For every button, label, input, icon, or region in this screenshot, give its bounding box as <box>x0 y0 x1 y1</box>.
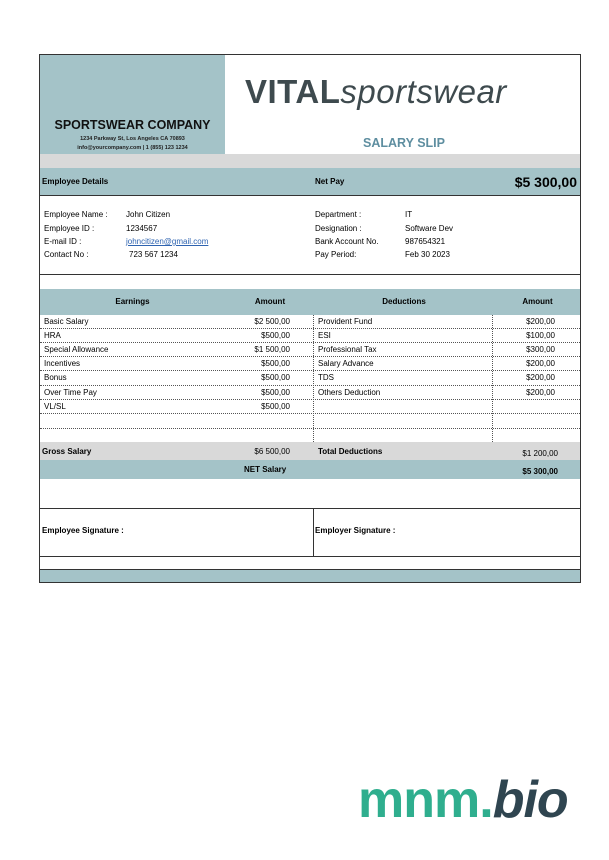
earnings-item-amount: $500,00 <box>261 331 290 340</box>
net-pay-amount: $5 300,00 <box>514 174 577 190</box>
brand-logo-light: sportswear <box>340 73 507 110</box>
row-divider <box>40 385 580 386</box>
deduction-item-amount: $200,00 <box>526 359 555 368</box>
net-pay-label: Net Pay <box>315 177 345 186</box>
email-label: E-mail ID : <box>44 237 82 246</box>
deductions-amount-header: Amount <box>522 297 553 306</box>
row-divider <box>40 356 580 357</box>
deduction-item-amount: $300,00 <box>526 345 555 354</box>
column-divider <box>313 315 314 442</box>
earnings-amount-header: Amount <box>254 297 286 306</box>
salary-slip-sheet <box>39 54 581 583</box>
row-divider <box>40 413 580 414</box>
divider <box>40 508 580 509</box>
earnings-item-amount: $500,00 <box>261 402 290 411</box>
deduction-item-label: Others Deduction <box>318 388 381 397</box>
signature-column-divider <box>313 508 314 556</box>
earnings-item-label: Special Allowance <box>44 345 109 354</box>
deduction-item-amount: $100,00 <box>526 331 555 340</box>
company-contact: info@yourcompany.com | 1 (855) 123 1234 <box>77 145 188 151</box>
pay-period-label: Pay Period: <box>315 250 357 259</box>
footer-band <box>40 569 580 582</box>
designation-value: Software Dev <box>405 224 454 233</box>
earnings-item-label: Basic Salary <box>44 317 89 326</box>
department-value: IT <box>405 210 413 219</box>
department-label: Department : <box>315 210 362 219</box>
deduction-item-amount: $200,00 <box>526 388 555 397</box>
row-divider <box>40 370 580 371</box>
gross-salary-amount: $6 500,00 <box>254 447 290 456</box>
earnings-item-amount: $2 500,00 <box>254 317 290 326</box>
employee-signature-label: Employee Signature : <box>42 526 124 535</box>
earnings-item-amount: $500,00 <box>261 373 290 382</box>
deduction-item-amount: $200,00 <box>526 317 555 326</box>
deduction-item-label: ESI <box>318 331 331 340</box>
net-salary-amount: $5 300,00 <box>522 467 558 476</box>
employee-id-value: 1234567 <box>126 224 158 233</box>
row-divider <box>40 399 580 400</box>
earnings-item-amount: $500,00 <box>261 359 290 368</box>
brand-logo-bold: VITAL <box>245 73 341 110</box>
total-deductions-amount: $1 200,00 <box>522 449 558 458</box>
deduction-item-label: TDS <box>318 373 334 382</box>
total-deductions-label: Total Deductions <box>318 447 383 456</box>
earnings-item-label: HRA <box>44 331 61 340</box>
company-name: SPORTSWEAR COMPANY <box>54 118 211 132</box>
divider <box>40 556 580 557</box>
divider <box>40 274 580 275</box>
watermark-part1: mnm. <box>358 771 493 829</box>
separator-band <box>40 154 580 168</box>
employee-name-value: John Citizen <box>126 210 171 219</box>
net-salary-label: NET Salary <box>244 465 287 474</box>
deduction-item-label: Salary Advance <box>318 359 374 368</box>
employer-signature-label: Employer Signature : <box>315 526 396 535</box>
deduction-item-amount: $200,00 <box>526 373 555 382</box>
deduction-item-label: Provident Fund <box>318 317 373 326</box>
bank-account-label: Bank Account No. <box>315 237 379 246</box>
contact-label: Contact No : <box>44 250 89 259</box>
document-title: SALARY SLIP <box>363 136 445 150</box>
employee-header-band <box>40 168 580 196</box>
watermark-logo <box>358 770 568 830</box>
brand-logo <box>245 73 507 111</box>
earnings-item-label: VL/SL <box>44 402 66 411</box>
deduction-item-label: Professional Tax <box>318 345 377 354</box>
earnings-item-label: Bonus <box>44 373 67 382</box>
bank-account-value: 987654321 <box>405 237 446 246</box>
earnings-item-amount: $1 500,00 <box>254 345 290 354</box>
email-link[interactable]: johncitizen@gmail.com <box>126 237 209 246</box>
row-divider <box>40 328 580 329</box>
designation-label: Designation : <box>315 224 362 233</box>
employee-id-label: Employee ID : <box>44 224 95 233</box>
earnings-item-label: Over Time Pay <box>44 388 97 397</box>
employee-details-label: Employee Details <box>42 177 109 186</box>
employee-name-label: Employee Name : <box>44 210 108 219</box>
gross-salary-label: Gross Salary <box>42 447 92 456</box>
row-divider <box>40 342 580 343</box>
watermark-part2: bio <box>492 771 568 829</box>
company-address: 1234 Parkway St, Los Angeles CA 70893 <box>80 136 185 142</box>
earnings-header: Earnings <box>115 297 150 306</box>
earnings-item-amount: $500,00 <box>261 388 290 397</box>
row-divider <box>40 428 580 429</box>
contact-value: 723 567 1234 <box>129 250 178 259</box>
deductions-header: Deductions <box>382 297 426 306</box>
column-divider <box>492 315 493 442</box>
earnings-item-label: Incentives <box>44 359 81 368</box>
pay-period-value: Feb 30 2023 <box>405 250 450 259</box>
